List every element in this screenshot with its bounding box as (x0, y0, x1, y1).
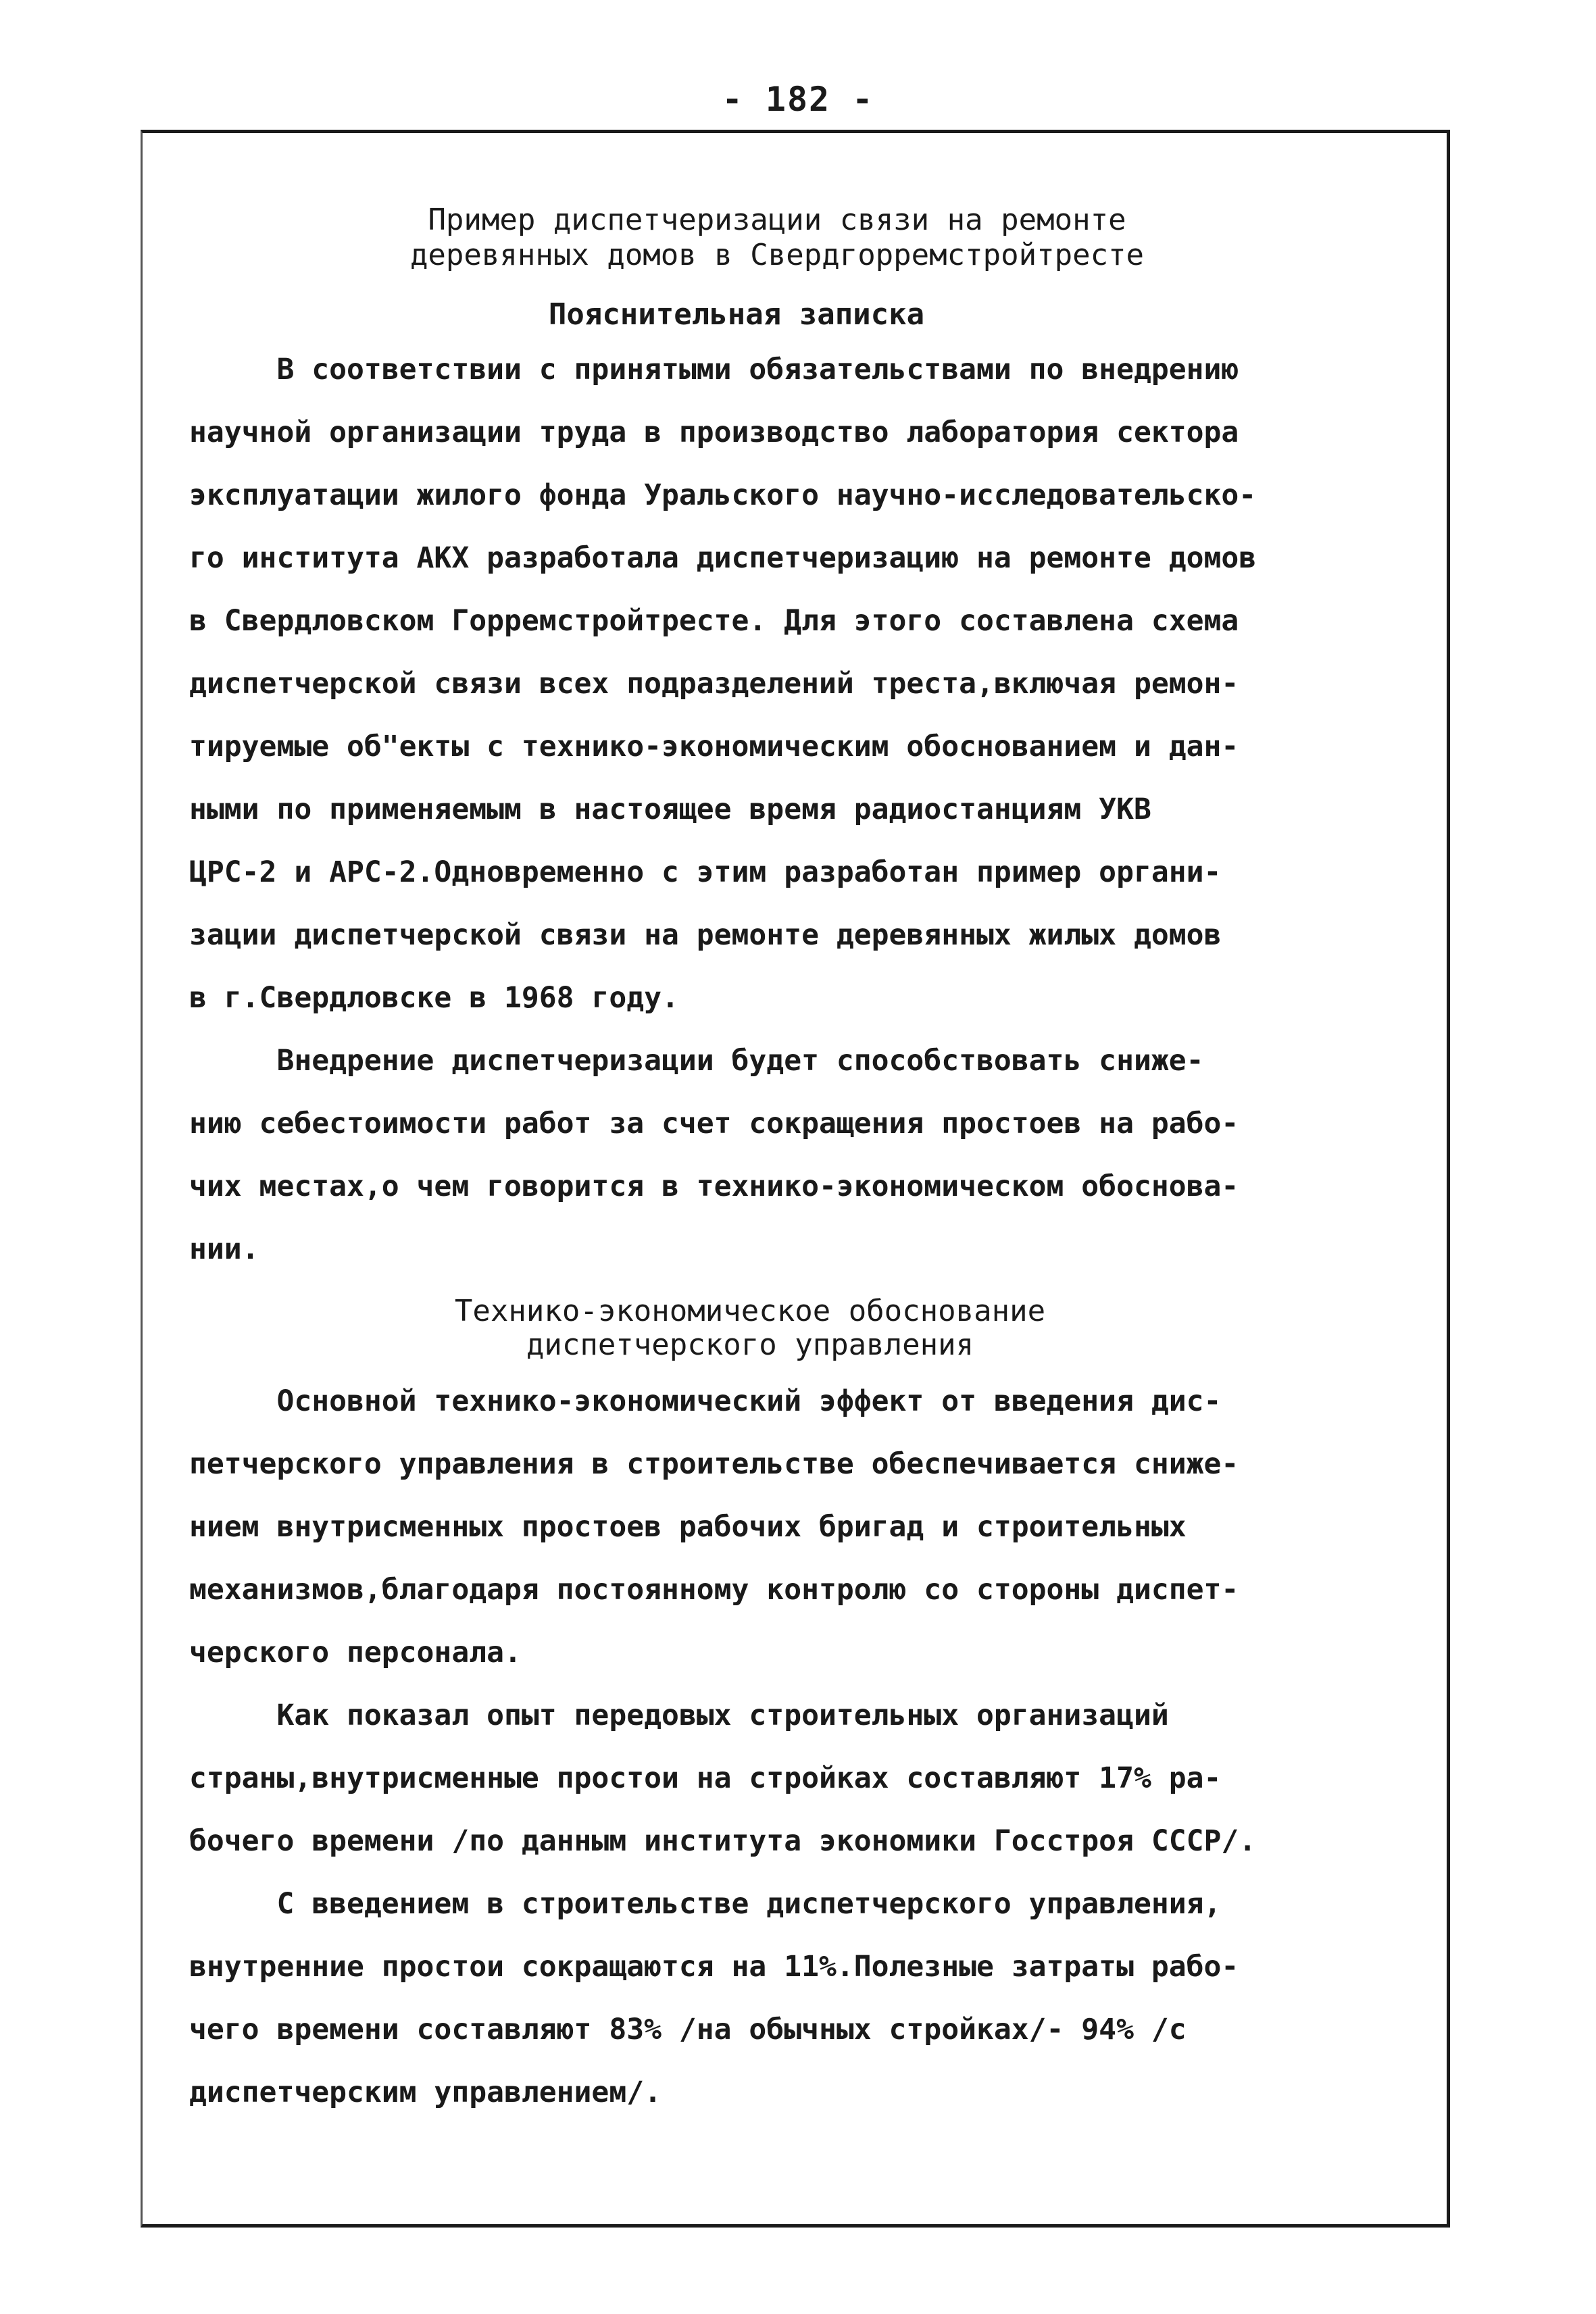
document-subtitle: Пояснительная записка (548, 297, 925, 332)
section-title (243, 1294, 1257, 1362)
text-line: чих местах,о чем говорится в технико-экономическом обоснова- (189, 1169, 1239, 1203)
section-title-line-2: диспетчерского управления (526, 1328, 974, 1362)
title-line-1: Пример диспетчеризации связи на ремонте (428, 203, 1126, 237)
text-line: чего времени составляют 83% /на обычных стройках/- 94% /с (189, 2013, 1187, 2046)
text-line: в Свердловском Горремстройтресте. Для этого составлена схема (189, 604, 1239, 638)
text-line: бочего времени /по данным института экономики Госстроя СССР/. (189, 1824, 1257, 1858)
text-line: диспетчерским управлением/. (189, 2076, 662, 2109)
text-line: Основной технико-экономический эффект от введения дис- (189, 1384, 1222, 1418)
text-line: диспетчерской связи всех подразделений треста,включая ремон- (189, 667, 1239, 701)
text-line: Как показал опыт передовых строительных организаций (189, 1699, 1169, 1732)
page-number: - 182 - (722, 80, 874, 119)
title-line-2: деревянных домов в Свердгорремстройтресте (409, 238, 1145, 272)
text-line: петчерского управления в строительстве обеспечивается сниже- (189, 1447, 1239, 1481)
text-line: нии. (189, 1232, 259, 1266)
text-line: С введением в строительстве диспетчерского управления, (189, 1887, 1222, 1921)
text-line: нию себестоимости работ за счет сокращения простоев на рабо- (189, 1107, 1239, 1140)
text-line: Внедрение диспетчеризации будет способствовать сниже- (189, 1044, 1204, 1078)
text-line: внутренние простои сокращаются на 11%.Полезные затраты рабо- (189, 1950, 1239, 1984)
document-body (189, 203, 1453, 2124)
text-line: механизмов,благодаря постоянному контролю со стороны диспет- (189, 1573, 1239, 1607)
paragraph-2 (189, 1030, 1453, 1281)
text-line: нием внутрисменных простоев рабочих бригад и строительных (189, 1510, 1187, 1544)
text-line: эксплуатации жилого фонда Уральского научно-исследовательско- (189, 478, 1257, 512)
text-line: черского персонала. (189, 1636, 522, 1669)
paragraph-4 (189, 1684, 1453, 1873)
text-line: В соответствии с принятыми обязательствами по внедрению (189, 353, 1239, 386)
text-line: ными по применяемым в настоящее время радиостанциям УКВ (189, 793, 1151, 826)
paragraph-1 (189, 338, 1453, 1030)
text-line: го института АКХ разработала диспетчеризацию на ремонте домов (189, 541, 1257, 575)
document-title (270, 203, 1284, 273)
paragraph-3 (189, 1370, 1453, 1684)
text-line: тируемые об"екты с технико-экономическим обоснованием и дан- (189, 730, 1239, 763)
paragraph-5 (189, 1873, 1453, 2124)
text-line: в г.Свердловске в 1968 году. (189, 981, 679, 1015)
text-line: зации диспетчерской связи на ремонте деревянных жилых домов (189, 918, 1222, 952)
text-line: страны,внутрисменные простои на стройках составляют 17% ра- (189, 1761, 1222, 1795)
section-title-line-1: Технико-экономическое обоснование (454, 1294, 1046, 1328)
text-line: научной организации труда в производство лаборатория сектора (189, 416, 1239, 449)
text-line: ЦРС-2 и АРС-2.Одновременно с этим разработан пример органи- (189, 855, 1222, 889)
